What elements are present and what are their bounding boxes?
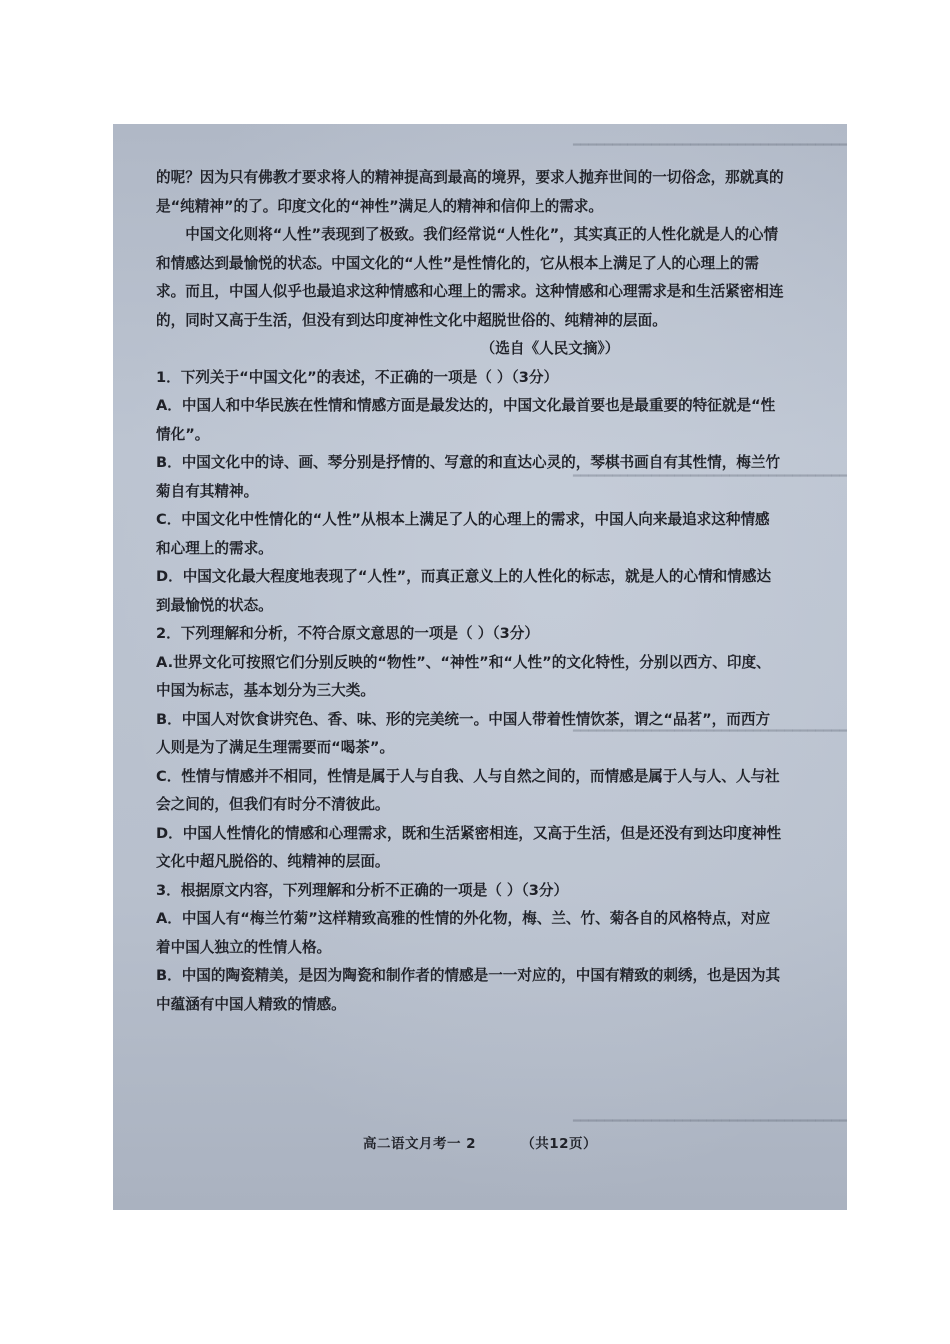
bleed-through: ━━━━━━━━━━━━━━━━━━━━━━━━━━━━━━━━━━━ bbox=[573, 138, 847, 153]
footer-page-count: （共12页） bbox=[521, 1136, 598, 1152]
bleed-through: ━━━━━━━━━━━━━━━━━━━━━━━━━━━━━━━━━━━ bbox=[573, 1114, 847, 1129]
photographed-page bbox=[113, 124, 847, 1210]
question-option: A．中国人和中华民族在性情和情感方面是最发达的，中国文化最首要也是最重要的特征就是“性情化”。 bbox=[156, 397, 776, 443]
footer-title: 高二语文月考一 2 bbox=[362, 1136, 477, 1152]
question-option: C．性情与情感并不相同，性情是属于人与自我、人与自然之间的，而情感是属于人与人、人与社会之间的，但我们有时分不清彼此。 bbox=[156, 767, 780, 813]
bleed-through: ━━━━━━━━━━━━━━━━━━━━━━━━━━━━━━━━━━━ bbox=[573, 724, 847, 739]
bleed-through: ━━━━━━━━━━━━━━━━━━━━━━━━━━━━━━━━━━━ bbox=[573, 469, 847, 484]
question-option: B．中国文化中的诗、画、琴分别是抒情的、写意的和直达心灵的，琴棋书画自有其性情，梅兰竹菊自有其精神。 bbox=[156, 454, 781, 500]
document-body bbox=[156, 164, 784, 1019]
question-stem: 3．根据原文内容，下列理解和分析不正确的一项是（ ）（3分） bbox=[156, 881, 569, 899]
question-option: B．中国人对饮食讲究色、香、味、形的完美统一。中国人带着性情饮茶，谓之“品茗”，而西方人则是为了满足生理需要而“喝茶”。 bbox=[156, 710, 771, 756]
question-option: A.世界文化可按照它们分别反映的“物性”、“神性”和“人性”的文化特性，分别以西方、印度、中国为标志，基本划分为三大类。 bbox=[156, 653, 771, 699]
question-option: D．中国人性情化的情感和心理需求，既和生活紧密相连，又高于生活，但是还没有到达印度神性文化中超凡脱俗的、纯精神的层面。 bbox=[156, 824, 782, 870]
question-stem: 2．下列理解和分析，不符合原文意思的一项是（ ）（3分） bbox=[156, 625, 539, 642]
question-stem: 1．下列关于“中国文化”的表述，不正确的一项是（ ）（3分） bbox=[156, 368, 559, 386]
question-option: C．中国文化中性情化的“人性”从根本上满足了人的心理上的需求，中国人向来最追求这种情感和心理上的需求。 bbox=[156, 511, 770, 557]
page-footer bbox=[113, 1132, 847, 1152]
question-option: D．中国文化最大程度地表现了“人性”，而真正意义上的人性化的标志，就是人的心情和情感达到最愉悦的状态。 bbox=[156, 568, 772, 614]
question-option: B．中国的陶瓷精美，是因为陶瓷和制作者的情感是一一对应的，中国有精致的刺绣，也是因为其中蕴涵有中国人精致的情感。 bbox=[156, 967, 781, 1013]
paragraph: 的呢？因为只有佛教才要求将人的精神提高到最高的境界，要求人抛弃世间的一切俗念，那就真的是“纯精神”的了。印度文化的“神性”满足人的精神和信仰上的需求。 bbox=[156, 169, 784, 215]
question-option: A．中国人有“梅兰竹菊”这样精致高雅的性情的外化物，梅、兰、竹、菊各自的风格特点，对应着中国人独立的性情人格。 bbox=[156, 910, 771, 956]
source-citation: （选自《人民文摘》） bbox=[480, 340, 620, 357]
paragraph: 中国文化则将“人性”表现到了极致。我们经常说“人性化”，其实真正的人性化就是人的心情和情感达到最愉悦的状态。中国文化的“人性”是性情化的，它从根本上满足了人的心理上的需求。而且，中国人似乎也最追求这种情感和心理上的需求。这种情感和心理需求是和生活紧密相连的，同时又高于生活，但没有到达印度神性文化中超脱世俗的、纯精神的层面。 bbox=[156, 226, 784, 329]
